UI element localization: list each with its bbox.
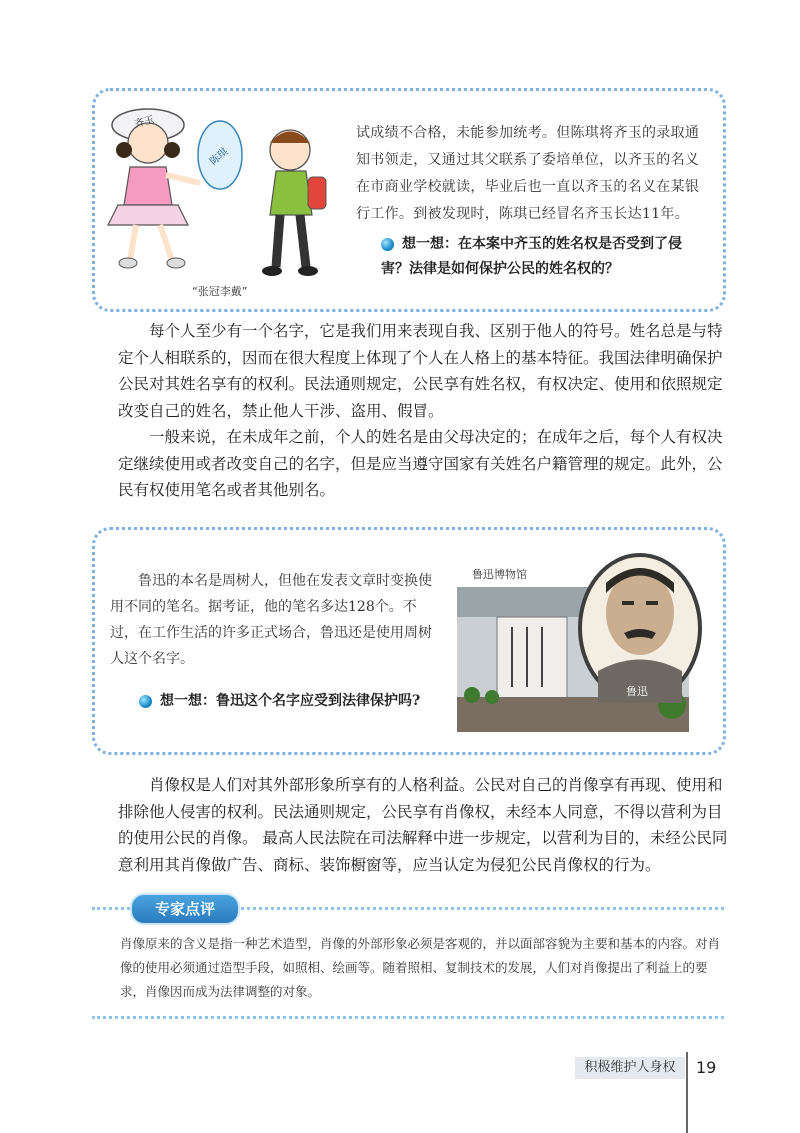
think-text-2: 想一想：鲁迅这个名字应受到法律保护吗?: [160, 693, 421, 709]
luxun-text: 鲁迅的本名是周树人，但他在发表文章时变换使用不同的笔名。据考证，他的笔名多达128个。不过，在工作生活的许多正式场合，鲁迅还是使用周树人这个名字。: [110, 573, 432, 667]
portrait-right-paragraph: [118, 772, 732, 878]
cartoon-caption: “张冠李戴”: [192, 285, 248, 298]
page-number: 19: [696, 1058, 717, 1077]
hat-label-chenqi: 陈琪: [208, 146, 231, 168]
paragraph: 每个人至少有一个名字，它是我们用来表现自我、区别于他人的符号。姓名总是与特定个人相联系的，因而在很大程度上体现了个人在人格上的基本特征。我国法律明确保护公民对其姓名享有的权利。民法通则规定，公民享有姓名权，有权决定、使用和依照规定改变自己的姓名，禁止他人干涉、盗用、假冒。: [118, 322, 723, 420]
chapter-label: 积极维护人身权: [575, 1057, 685, 1079]
luxun-portrait: [578, 553, 702, 703]
think-bullet-icon: [381, 238, 394, 251]
portrait-label: 鲁迅: [626, 685, 648, 698]
think-question-1: [381, 232, 701, 282]
name-right-paragraphs: [118, 318, 732, 504]
expert-review-tag: 专家点评: [130, 893, 240, 925]
divider-bottom: [92, 1016, 724, 1019]
footer-divider: [686, 1052, 688, 1133]
paragraph: 一般来说，在未成年之前，个人的姓名是由父母决定的；在成年之后，每个人有权决定继续使用或者改变自己的名字，但是应当遵守国家有关姓名户籍管理的规定。此外，公民有权使用笔名或者其他别名。: [118, 428, 723, 499]
case-text: 试成绩不合格，未能参加统考。但陈琪将齐玉的录取通知书领走，又通过其父联系了委培单位，以齐玉的名义在市商业学校就读，毕业后也一直以齐玉的名义在某银行工作。到被发现时，陈琪已经冒名齐玉长达11年。: [356, 125, 700, 222]
expert-review-text: 肖像原来的含义是指一种艺术造型，肖像的外部形象必须是客观的，并以面部容貌为主要和基本的内容。对肖像的使用必须通过造型手段，如照相、绘画等。随着照相、复制技术的发展，人们对肖像提出了利益上的要求，肖像因而成为法律调整的对象。: [120, 936, 721, 999]
think-question-2: [139, 690, 439, 710]
paragraph: 肖像权是人们对其外部形象所享有的人格利益。公民对自己的肖像享有再现、使用和排除他人侵害的权利。民法通则规定，公民享有肖像权，未经本人同意，不得以营利为目的使用公民的肖像。 最高人民法院在司法解释中进一步规定，以营利为目的，未经公民同意利用其肖像做广告、商标、装饰橱窗等，应当认定为侵犯公民肖像权的行为。: [118, 776, 728, 874]
think-bullet-icon: [139, 695, 152, 708]
hat-label-qiyu: 齐玉: [133, 114, 156, 131]
think-text-1: 想一想：在本案中齐玉的姓名权是否受到了侵害？法律是如何保护公民的姓名权的？: [381, 236, 682, 277]
museum-label: 鲁迅博物馆: [472, 568, 527, 581]
